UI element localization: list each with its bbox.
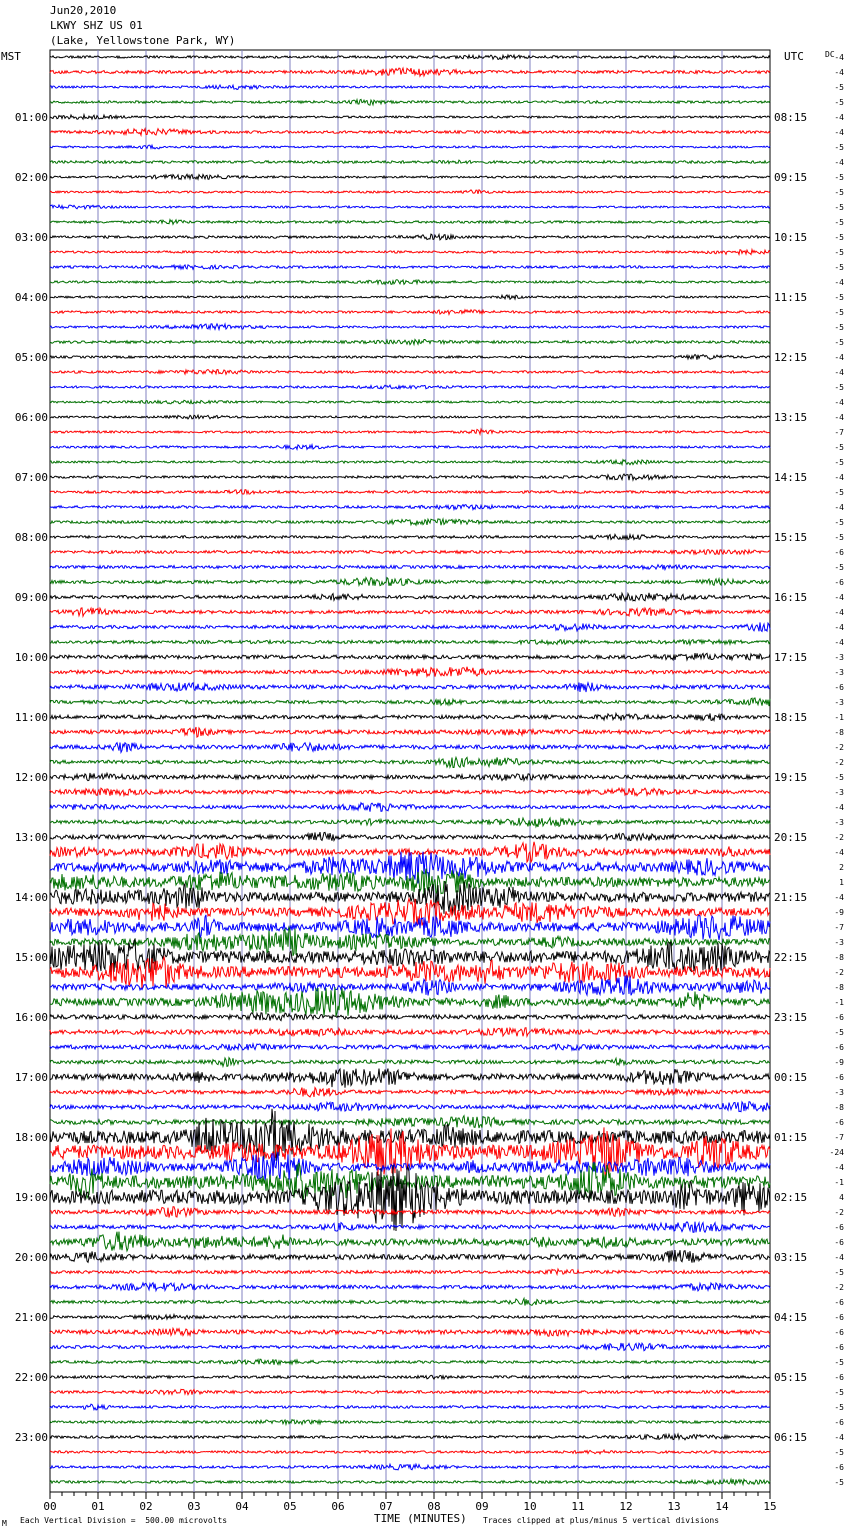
trace-row-26 [50,445,770,450]
dc-offset-label: -24 [829,1148,844,1157]
trace-row-38 [50,622,770,631]
trace-row-85 [50,1328,770,1336]
hour-label-right: 12:15 [774,351,808,364]
x-tick-label: 15 [763,1500,777,1513]
dc-offset-label: -5 [834,1403,844,1412]
hour-label-right: 14:15 [774,471,808,484]
x-tick-label: 12 [619,1500,633,1513]
hour-label-right: 15:15 [774,531,808,544]
trace-row-1 [50,68,770,76]
trace-row-71 [50,1116,770,1128]
trace-row-10 [50,205,770,209]
dc-offset-label: -2 [834,968,844,977]
trace-row-25 [50,429,770,434]
hour-label-left: 14:00 [14,891,48,904]
x-tick-label: 10 [523,1500,537,1513]
dc-offset-label: -6 [834,683,844,692]
dc-offset-label: -4 [834,803,844,812]
trace-row-48 [50,773,770,781]
trace-row-33 [50,550,770,555]
x-tick-label: 00 [43,1500,57,1513]
hour-label-right: 11:15 [774,291,808,304]
hour-label-right: 19:15 [774,771,808,784]
dc-offset-label: -4 [834,593,844,602]
trace-row-65 [50,1028,770,1037]
trace-row-67 [50,1058,770,1067]
trace-row-24 [50,415,770,419]
trace-row-47 [50,757,770,767]
hour-label-left: 21:00 [14,1311,48,1324]
hour-label-right: 17:15 [774,651,808,664]
hour-label-right: 10:15 [774,231,808,244]
dc-offset-label: -5 [834,143,844,152]
dc-offset-label: -6 [834,1373,844,1382]
x-tick-label: 02 [139,1500,153,1513]
dc-offset-label: -4 [834,68,844,77]
hour-label-right: 16:15 [774,591,808,604]
hour-label-left: 23:00 [14,1431,48,1444]
hour-label-right: 00:15 [774,1071,808,1084]
trace-row-64 [50,1013,770,1021]
dc-offset-label: -5 [834,263,844,272]
dc-offset-label: -4 [834,623,844,632]
dc-offset-label: -3 [834,1088,844,1097]
hour-label-right: 03:15 [774,1251,808,1264]
dc-offset-label: 1 [839,878,844,887]
dc-offset-label: -5 [834,518,844,527]
trace-row-79 [50,1232,770,1251]
trace-row-22 [50,385,770,389]
dc-offset-label: -8 [834,728,844,737]
station-location: (Lake, Yellowstone Park, WY) [50,34,236,47]
dc-offset-label: -6 [834,1238,844,1247]
dc-offset-label: -5 [834,488,844,497]
dc-offset-label: -5 [834,1358,844,1367]
x-tick-label: 11 [571,1500,585,1513]
dc-offset-label: -9 [834,1058,844,1067]
trace-row-7 [50,160,770,163]
trace-row-93 [50,1450,770,1454]
dc-offset-label: -5 [834,443,844,452]
dc-offset-label: -1 [834,1178,844,1187]
trace-row-5 [50,129,770,136]
hour-label-left: 07:00 [14,471,48,484]
trace-row-29 [50,490,770,494]
dc-offset-label: -6 [834,1418,844,1427]
dc-offset-label: -5 [834,83,844,92]
x-tick-label: 14 [715,1500,729,1513]
dc-offset-label: -4 [834,1433,844,1442]
trace-row-51 [50,818,770,827]
dc-offset-label: -6 [834,1343,844,1352]
trace-row-58 [50,915,770,940]
dc-offset-label: -5 [834,383,844,392]
trace-row-2 [50,85,770,90]
hour-label-left: 16:00 [14,1011,48,1024]
dc-offset-label: -5 [834,533,844,542]
dc-offset-label: -5 [834,563,844,572]
dc-offset-label: -7 [834,923,844,932]
trace-row-36 [50,593,770,601]
x-tick-label: 04 [235,1500,249,1513]
trace-row-91 [50,1420,770,1425]
trace-row-21 [50,370,770,375]
dc-offset-label: -3 [834,788,844,797]
trace-row-45 [50,727,770,737]
dc-offset-label: -4 [834,368,844,377]
dc-offset-label: -4 [834,1163,844,1172]
dc-offset-label: -2 [834,833,844,842]
hour-label-left: 08:00 [14,531,48,544]
dc-offset-label: -5 [834,1028,844,1037]
trace-row-8 [50,174,770,179]
dc-offset-label: -4 [834,128,844,137]
hour-label-left: 04:00 [14,291,48,304]
trace-row-6 [50,145,770,149]
trace-row-30 [50,505,770,510]
trace-row-16 [50,295,770,299]
hour-label-left: 13:00 [14,831,48,844]
dc-offset-label: -6 [834,1073,844,1082]
dc-offset-label: -3 [834,818,844,827]
dc-offset-label: -4 [834,1253,844,1262]
trace-row-44 [50,713,770,720]
trace-row-28 [50,474,770,480]
hour-label-right: 21:15 [774,891,808,904]
trace-row-62 [50,975,770,995]
trace-row-92 [50,1434,770,1440]
dc-offset-label: -8 [834,953,844,962]
trace-row-77 [50,1207,770,1218]
dc-offset-label: -4 [834,473,844,482]
dc-offset-label: -6 [834,1463,844,1472]
dc-offset-label: -8 [834,983,844,992]
trace-row-23 [50,400,770,403]
trace-row-68 [50,1069,770,1088]
dc-offset-label: -6 [834,1298,844,1307]
trace-row-54 [50,852,770,884]
trace-row-27 [50,460,770,465]
dc-offset-label: -4 [834,353,844,362]
hour-label-left: 03:00 [14,231,48,244]
x-tick-label: 13 [667,1500,681,1513]
dc-offset-label: -4 [834,893,844,902]
x-tick-label: 06 [331,1500,345,1513]
clip-note: Traces clipped at plus/minus 5 vertical divisions [483,1516,720,1525]
trace-row-83 [50,1298,770,1305]
trace-row-32 [50,534,770,539]
dc-offset-label: -6 [834,548,844,557]
trace-row-39 [50,640,770,645]
hour-label-right: 13:15 [774,411,808,424]
hour-label-left: 12:00 [14,771,48,784]
hour-label-left: 18:00 [14,1131,48,1144]
vertical-division-note: Each Vertical Division = 500.00 microvolts [20,1516,228,1525]
left-timezone-label: MST [1,50,21,63]
dc-offset-label: 4 [839,1193,844,1202]
hour-label-right: 18:15 [774,711,808,724]
dc-offset-label: -5 [834,323,844,332]
hour-label-right: 20:15 [774,831,808,844]
trace-row-80 [50,1250,770,1263]
trace-row-15 [50,280,770,285]
trace-row-94 [50,1464,770,1470]
trace-row-13 [50,250,770,255]
dc-offset-label: -5 [834,173,844,182]
hour-label-left: 06:00 [14,411,48,424]
trace-row-43 [50,698,770,706]
dc-offset-label: -6 [834,1328,844,1337]
hour-label-left: 11:00 [14,711,48,724]
dc-offset-label: -5 [834,293,844,302]
trace-row-50 [50,803,770,812]
x-tick-label: 01 [91,1500,105,1513]
trace-row-69 [50,1088,770,1097]
dc-offset-label: -4 [834,398,844,407]
dc-offset-label: -2 [834,743,844,752]
trace-row-86 [50,1343,770,1351]
hour-label-right: 08:15 [774,111,808,124]
dc-offset-label: -1 [834,713,844,722]
hour-label-left: 05:00 [14,351,48,364]
x-tick-label: 05 [283,1500,297,1513]
dc-offset-label: -3 [834,668,844,677]
trace-row-78 [50,1222,770,1233]
trace-row-41 [50,667,770,677]
x-tick-label: 07 [379,1500,393,1513]
dc-offset-label: -4 [834,503,844,512]
hour-label-left: 20:00 [14,1251,48,1264]
trace-row-3 [50,99,770,105]
dc-offset-label: -3 [834,938,844,947]
x-tick-label: 03 [187,1500,201,1513]
dc-offset-label: -4 [834,278,844,287]
dc-offset-label: -4 [834,158,844,167]
dc-offset-label: -7 [834,428,844,437]
trace-row-95 [50,1479,770,1484]
dc-offset-label: -4 [834,638,844,647]
dc-offset-label: -5 [834,773,844,782]
hour-label-right: 22:15 [774,951,808,964]
dc-offset-label: -6 [834,1313,844,1322]
dc-offset-label: -5 [834,188,844,197]
hour-label-left: 15:00 [14,951,48,964]
dc-offset-label: -2 [834,1283,844,1292]
trace-row-49 [50,788,770,796]
trace-row-90 [50,1404,770,1410]
trace-row-81 [50,1269,770,1274]
dc-offset-label: -6 [834,1013,844,1022]
trace-row-17 [50,310,770,315]
trace-row-4 [50,115,770,119]
trace-row-87 [50,1359,770,1365]
hour-label-left: 17:00 [14,1071,48,1084]
trace-row-76 [50,1165,770,1231]
dc-offset-label: -4 [834,113,844,122]
trace-row-88 [50,1375,770,1379]
dc-offset-label: -1 [834,998,844,1007]
dc-offset-label: -6 [834,578,844,587]
trace-row-34 [50,565,770,570]
trace-row-66 [50,1044,770,1050]
dc-offset-label: -7 [834,1133,844,1142]
trace-row-20 [50,355,770,360]
dc-offset-label: -8 [834,1103,844,1112]
trace-row-37 [50,608,770,616]
right-timezone-label: UTC [784,50,804,63]
dc-offset-label: -3 [834,653,844,662]
trace-row-14 [50,265,770,269]
dc-offset-label: -5 [834,458,844,467]
x-tick-label: 08 [427,1500,441,1513]
trace-row-18 [50,324,770,330]
trace-row-19 [50,339,770,344]
dc-offset-label: -5 [834,1478,844,1487]
hour-label-right: 02:15 [774,1191,808,1204]
trace-row-9 [50,190,770,194]
trace-row-31 [50,519,770,525]
trace-row-11 [50,220,770,225]
dc-offset-label: -4 [834,848,844,857]
dc-offset-label: -5 [834,203,844,212]
dc-offset-label: -3 [834,698,844,707]
hour-label-right: 23:15 [774,1011,808,1024]
trace-row-53 [50,842,770,862]
footer-mark: M [2,1519,7,1528]
dc-label: DC [825,50,835,59]
trace-row-70 [50,1102,770,1112]
trace-row-40 [50,653,770,660]
station-id: LKWY SHZ US 01 [50,19,143,32]
dc-offset-label: -6 [834,1043,844,1052]
dc-offset-label: -9 [834,908,844,917]
hour-label-right: 04:15 [774,1311,808,1324]
dc-offset-label: -4 [834,53,844,62]
dc-offset-label: -5 [834,338,844,347]
dc-offset-label: -4 [834,608,844,617]
dc-offset-label: -5 [834,1268,844,1277]
hour-label-left: 19:00 [14,1191,48,1204]
chart-date: Jun20,2010 [50,4,117,17]
hour-label-right: 05:15 [774,1371,808,1384]
trace-row-89 [50,1389,770,1394]
dc-offset-label: -6 [834,1118,844,1127]
hour-label-left: 10:00 [14,651,48,664]
trace-row-46 [50,743,770,753]
trace-row-0 [50,55,770,59]
trace-row-84 [50,1315,770,1320]
dc-offset-label: -5 [834,248,844,257]
dc-offset-label: -2 [834,1208,844,1217]
dc-offset-label: -5 [834,1388,844,1397]
hour-label-right: 06:15 [774,1431,808,1444]
dc-offset-label: 2 [839,863,844,872]
dc-offset-label: -5 [834,98,844,107]
hour-label-left: 22:00 [14,1371,48,1384]
dc-offset-label: -4 [834,413,844,422]
trace-row-42 [50,683,770,693]
hour-label-left: 09:00 [14,591,48,604]
dc-offset-label: -6 [834,1223,844,1232]
trace-row-82 [50,1283,770,1291]
dc-offset-label: -2 [834,758,844,767]
trace-row-35 [50,578,770,586]
trace-row-52 [50,832,770,841]
dc-offset-label: -5 [834,308,844,317]
x-tick-label: 09 [475,1500,489,1513]
trace-row-12 [50,234,770,240]
dc-offset-label: -5 [834,1448,844,1457]
hour-label-right: 09:15 [774,171,808,184]
dc-offset-label: -5 [834,218,844,227]
hour-label-left: 02:00 [14,171,48,184]
dc-offset-label: -5 [834,233,844,242]
hour-label-right: 01:15 [774,1131,808,1144]
x-axis-title: TIME (MINUTES) [374,1512,467,1525]
hour-label-left: 01:00 [14,111,48,124]
